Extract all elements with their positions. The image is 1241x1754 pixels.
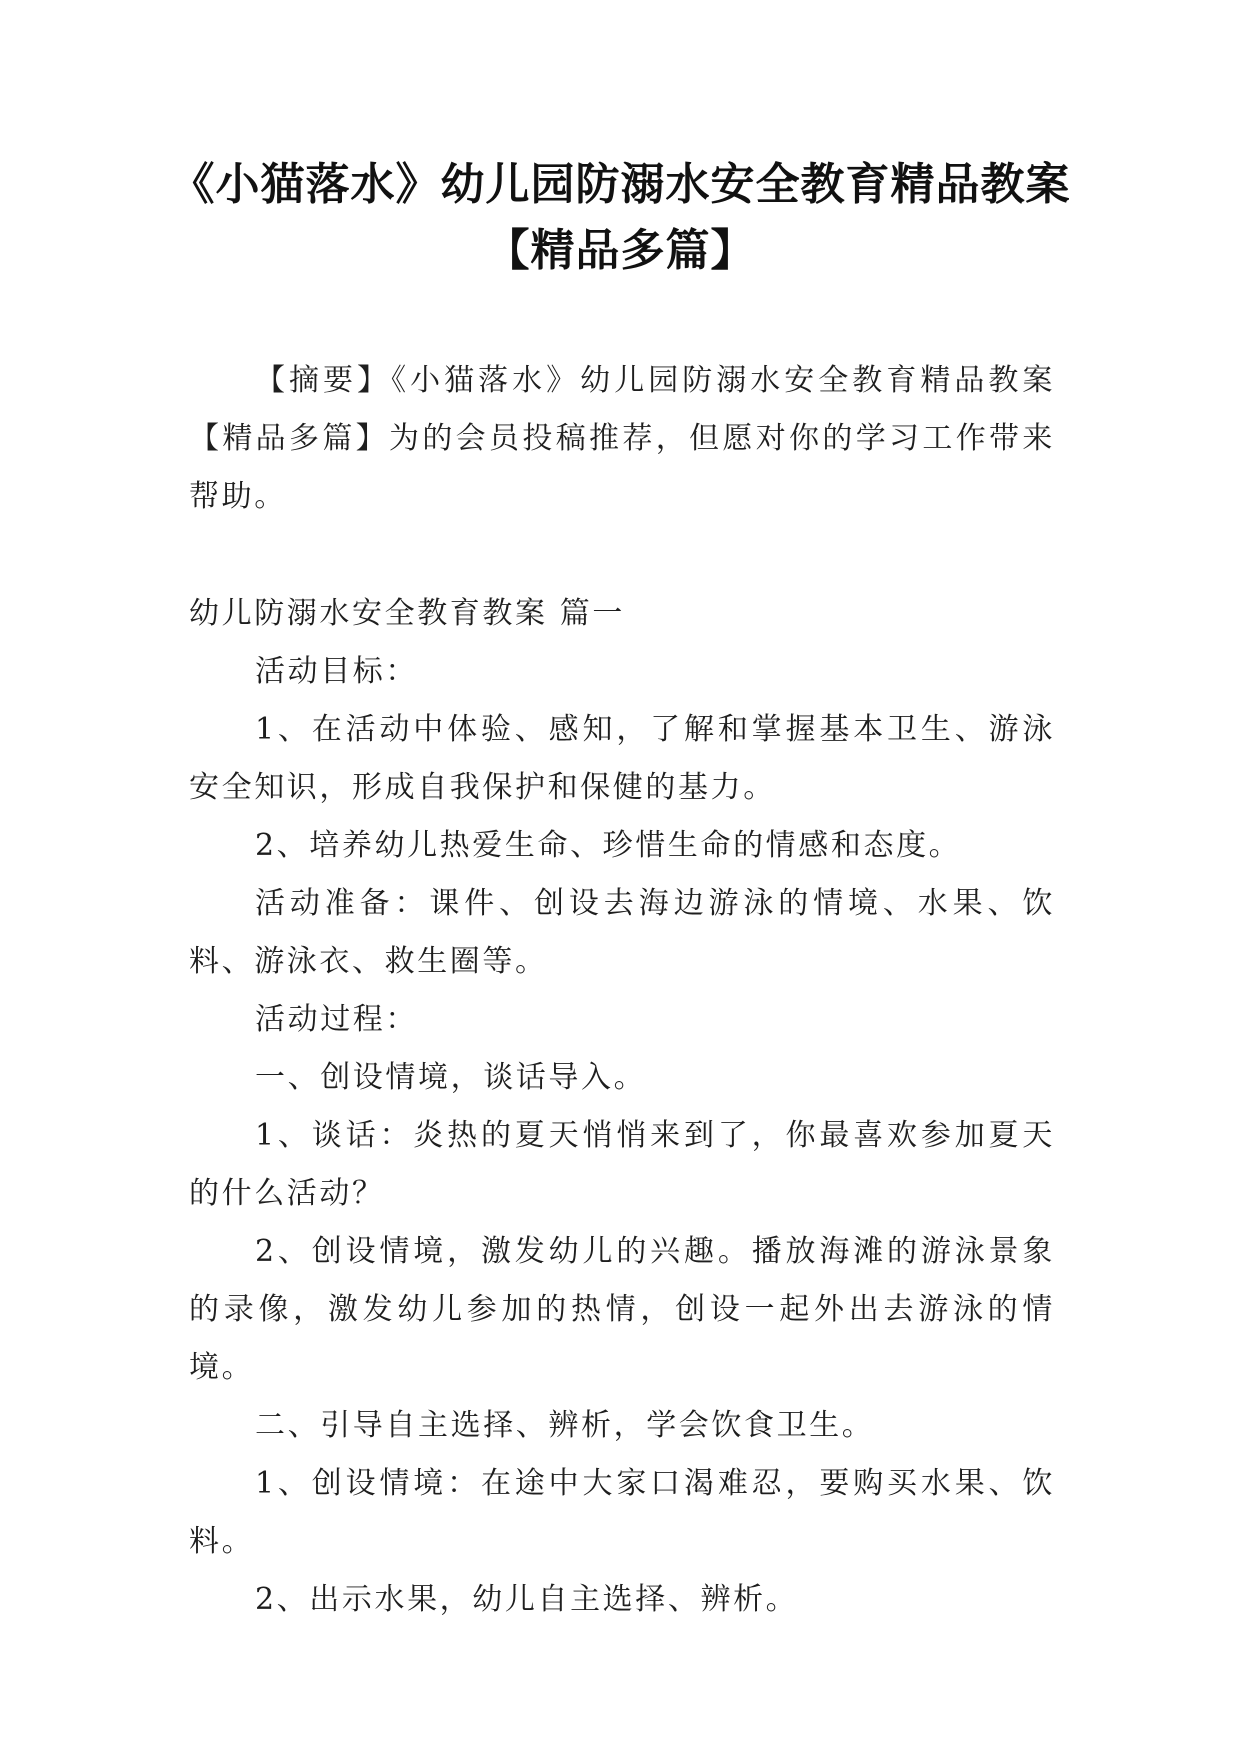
paragraph-goal-1: 1、在活动中体验、感知，了解和掌握基本卫生、游泳安全知识，形成自我保护和保健的基力。 — [189, 712, 1055, 805]
paragraph-goal-2: 2、培养幼儿热爱生命、珍惜生命的情感和态度。 — [255, 828, 962, 863]
section-heading: 幼儿防溺水安全教育教案 篇一 — [189, 596, 625, 631]
paragraph-step-1-2: 2、创设情境，激发幼儿的兴趣。播放海滩的游泳景象的录像，激发幼儿参加的热情，创设一起外出去游泳的情境。 — [189, 1234, 1055, 1385]
paragraph-step-1-1: 1、谈话：炎热的夏天悄悄来到了，你最喜欢参加夏天的什么活动？ — [189, 1118, 1055, 1211]
document-title: 《小猫落水》幼儿园防溺水安全教育精品教案【精品多篇】 — [170, 159, 1071, 276]
abstract-paragraph: 【摘要】《小猫落水》幼儿园防溺水安全教育精品教案【精品多篇】为的会员投稿推荐，但愿对你的学习工作带来帮助。 — [189, 363, 1055, 514]
paragraph-step-2: 二、引导自主选择、辨析，学会饮食卫生。 — [255, 1408, 875, 1443]
paragraph-step-2-2: 2、出示水果，幼儿自主选择、辨析。 — [255, 1582, 799, 1617]
paragraph-step-2-1: 1、创设情境：在途中大家口渴难忍，要购买水果、饮料。 — [189, 1466, 1055, 1559]
paragraph-preparation: 活动准备：课件、创设去海边游泳的情境、水果、饮料、游泳衣、救生圈等。 — [189, 886, 1055, 979]
paragraph-process: 活动过程： — [255, 1002, 418, 1037]
paragraph-activity-goals: 活动目标： — [255, 654, 418, 689]
abstract-block — [189, 352, 1055, 526]
section-body — [189, 585, 1055, 1629]
paragraph-step-1: 一、创设情境，谈话导入。 — [255, 1060, 647, 1095]
